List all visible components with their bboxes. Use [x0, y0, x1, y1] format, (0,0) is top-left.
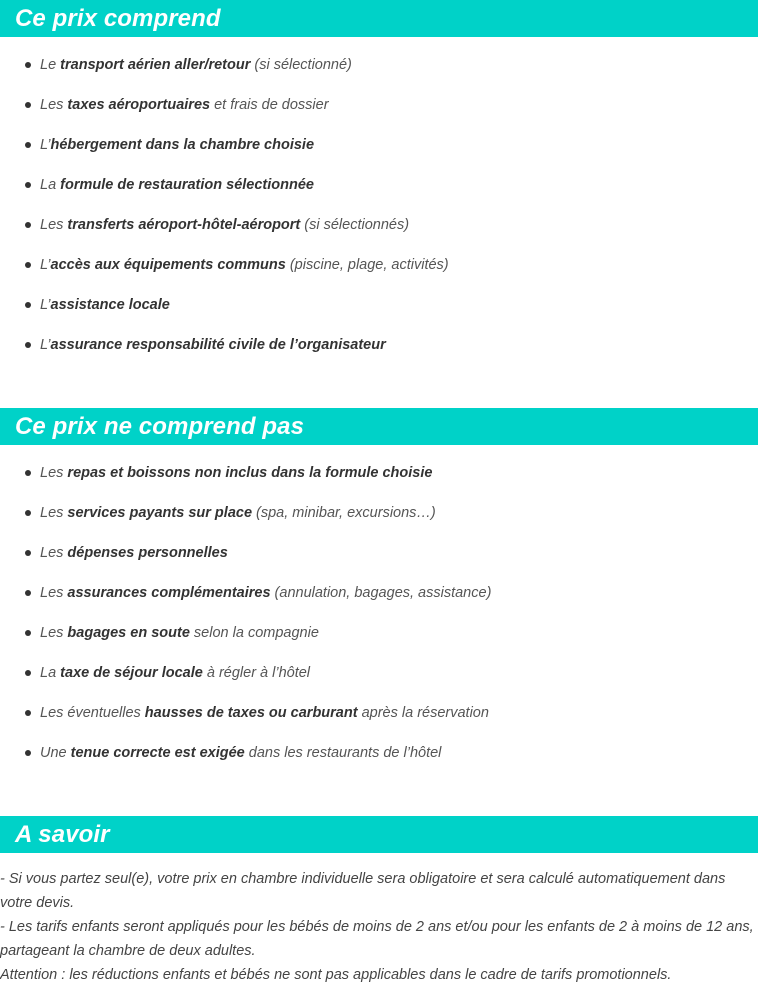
bullet-icon [25, 750, 31, 756]
bullet-icon [25, 102, 31, 108]
bullet-icon [25, 470, 31, 476]
section-title-included: Ce prix comprend [15, 4, 221, 32]
section-spacer [0, 773, 758, 816]
bullet-icon [25, 590, 31, 596]
section-title-excluded: Ce prix ne comprend pas [15, 412, 305, 440]
savoir-text [0, 853, 758, 987]
section-spacer [0, 365, 758, 408]
list-item: Les assurances complémentaires (annulation, bagages, assistance) [0, 573, 758, 613]
list-item: Les dépenses personnelles [0, 533, 758, 573]
list-item: L’hébergement dans la chambre choisie [0, 125, 758, 165]
bullet-icon [25, 510, 31, 516]
bullet-icon [25, 670, 31, 676]
list-item: L’assistance locale [0, 285, 758, 325]
list-item: La taxe de séjour locale à régler à l’hôtel [0, 653, 758, 693]
section-header-excluded [0, 408, 758, 445]
bullet-icon [25, 550, 31, 556]
section-header-savoir [0, 816, 758, 853]
bullet-icon [25, 262, 31, 268]
included-list [0, 37, 758, 365]
list-item: La formule de restauration sélectionnée [0, 165, 758, 205]
bullet-icon [25, 302, 31, 308]
bullet-icon [25, 142, 31, 148]
bullet-icon [25, 182, 31, 188]
list-item: Les bagages en soute selon la compagnie [0, 613, 758, 653]
excluded-list [0, 445, 758, 773]
savoir-paragraph: - Les tarifs enfants seront appliqués pour les bébés de moins de 2 ans et/ou pour les enfants de 2 à moins de 12 ans, partageant la chambre de deux adultes. [0, 919, 754, 959]
section-header-included [0, 0, 758, 37]
section-title-savoir: A savoir [15, 820, 110, 848]
list-item: L’assurance responsabilité civile de l’organisateur [0, 325, 758, 365]
list-item: Les éventuelles hausses de taxes ou carburant après la réservation [0, 693, 758, 733]
bullet-icon [25, 62, 31, 68]
list-item: Les transferts aéroport-hôtel-aéroport (si sélectionnés) [0, 205, 758, 245]
list-item: L’accès aux équipements communs (piscine, plage, activités) [0, 245, 758, 285]
list-item: Le transport aérien aller/retour (si sélectionné) [0, 45, 758, 85]
list-item: Les repas et boissons non inclus dans la formule choisie [0, 453, 758, 493]
list-item: Les taxes aéroportuaires et frais de dossier [0, 85, 758, 125]
bullet-icon [25, 222, 31, 228]
bullet-icon [25, 630, 31, 636]
bullet-icon [25, 342, 31, 348]
bullet-icon [25, 710, 31, 716]
list-item: Une tenue correcte est exigée dans les restaurants de l’hôtel [0, 733, 758, 773]
list-item: Les services payants sur place (spa, minibar, excursions…) [0, 493, 758, 533]
savoir-paragraph: Attention : les réductions enfants et bébés ne sont pas applicables dans le cadre de tarifs promotionnels. [0, 967, 672, 983]
savoir-paragraph: - Si vous partez seul(e), votre prix en chambre individuelle sera obligatoire et sera calculé automatiquement dans votre devis. [0, 871, 726, 911]
